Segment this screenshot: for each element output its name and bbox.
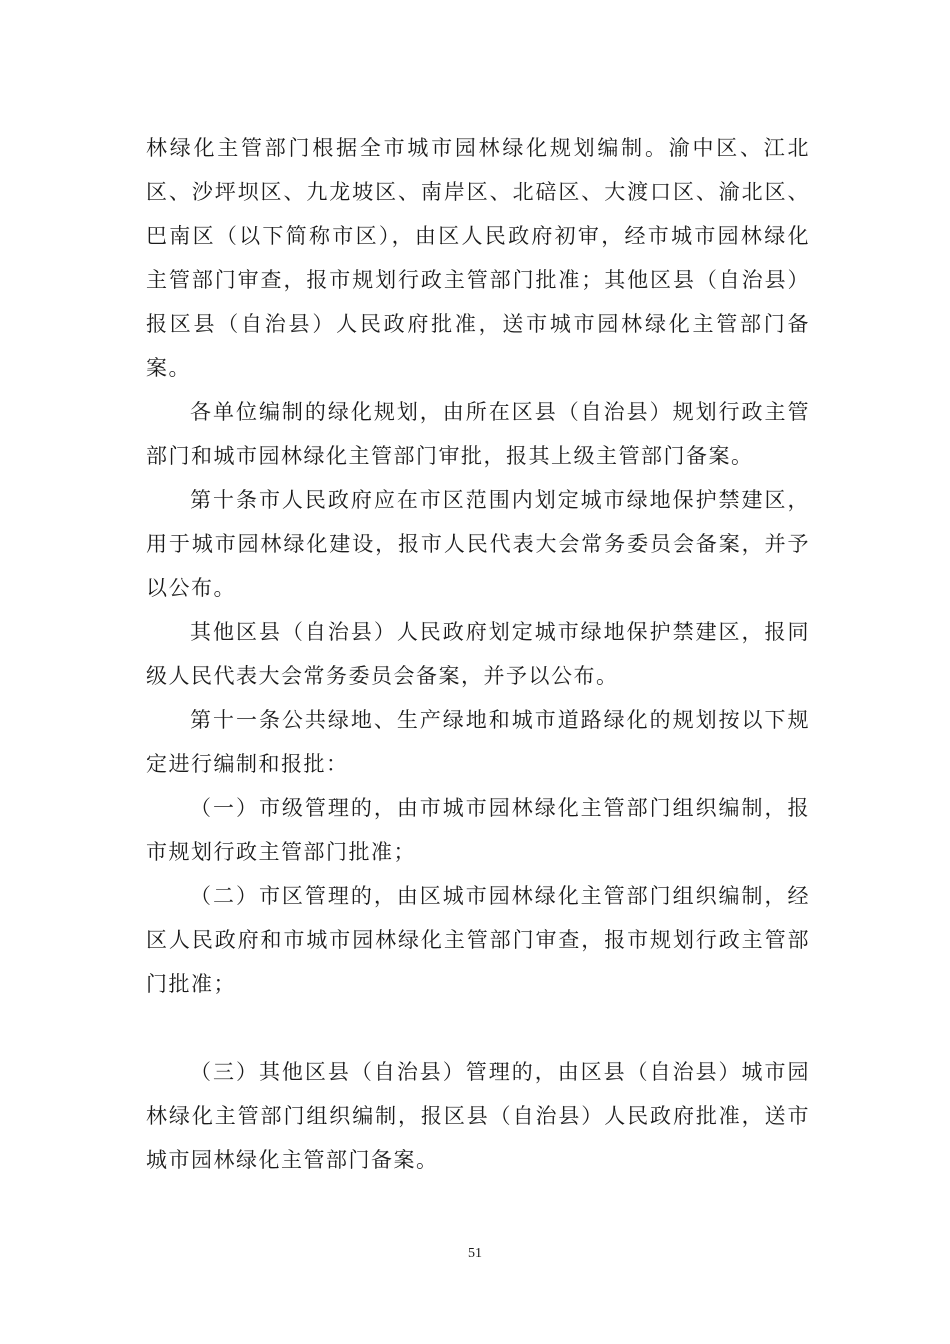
paragraph-continuation: 林绿化主管部门根据全市城市园林绿化规划编制。渝中区、江北区、沙坪坝区、九龙坡区、南岸区、北碚区、大渡口区、渝北区、巴南区（以下简称市区），由区人民政府初审，经市城市园林绿化主管部门审查，报市规划行政主管部门批准；其他区县（自治县）报区县（自治县）人民政府批准，送市城市园林绿化主管部门备案。 [146,136,810,380]
paragraph-unit-planning: 各单位编制的绿化规划，由所在区县（自治县）规划行政主管部门和城市园林绿化主管部门审批，报其上级主管部门备案。 [146,400,810,468]
document-body [146,126,810,1182]
page-number: 51 [468,1246,482,1261]
paragraph-item-3: （三）其他区县（自治县）管理的，由区县（自治县）城市园林绿化主管部门组织编制，报区县（自治县）人民政府批准，送市城市园林绿化主管部门备案。 [146,1060,810,1172]
paragraph-article-11: 第十一条公共绿地、生产绿地和城市道路绿化的规划按以下规定进行编制和报批： [146,708,810,776]
paragraph-other-districts: 其他区县（自治县）人民政府划定城市绿地保护禁建区，报同级人民代表大会常务委员会备案，并予以公布。 [146,620,810,688]
paragraph-item-2: （二）市区管理的，由区城市园林绿化主管部门组织编制，经区人民政府和市城市园林绿化主管部门审查，报市规划行政主管部门批准； [146,884,810,996]
paragraph-item-1: （一）市级管理的，由市城市园林绿化主管部门组织编制，报市规划行政主管部门批准； [146,796,810,864]
paragraph-article-10: 第十条市人民政府应在市区范围内划定城市绿地保护禁建区，用于城市园林绿化建设，报市人民代表大会常务委员会备案，并予以公布。 [146,488,810,600]
